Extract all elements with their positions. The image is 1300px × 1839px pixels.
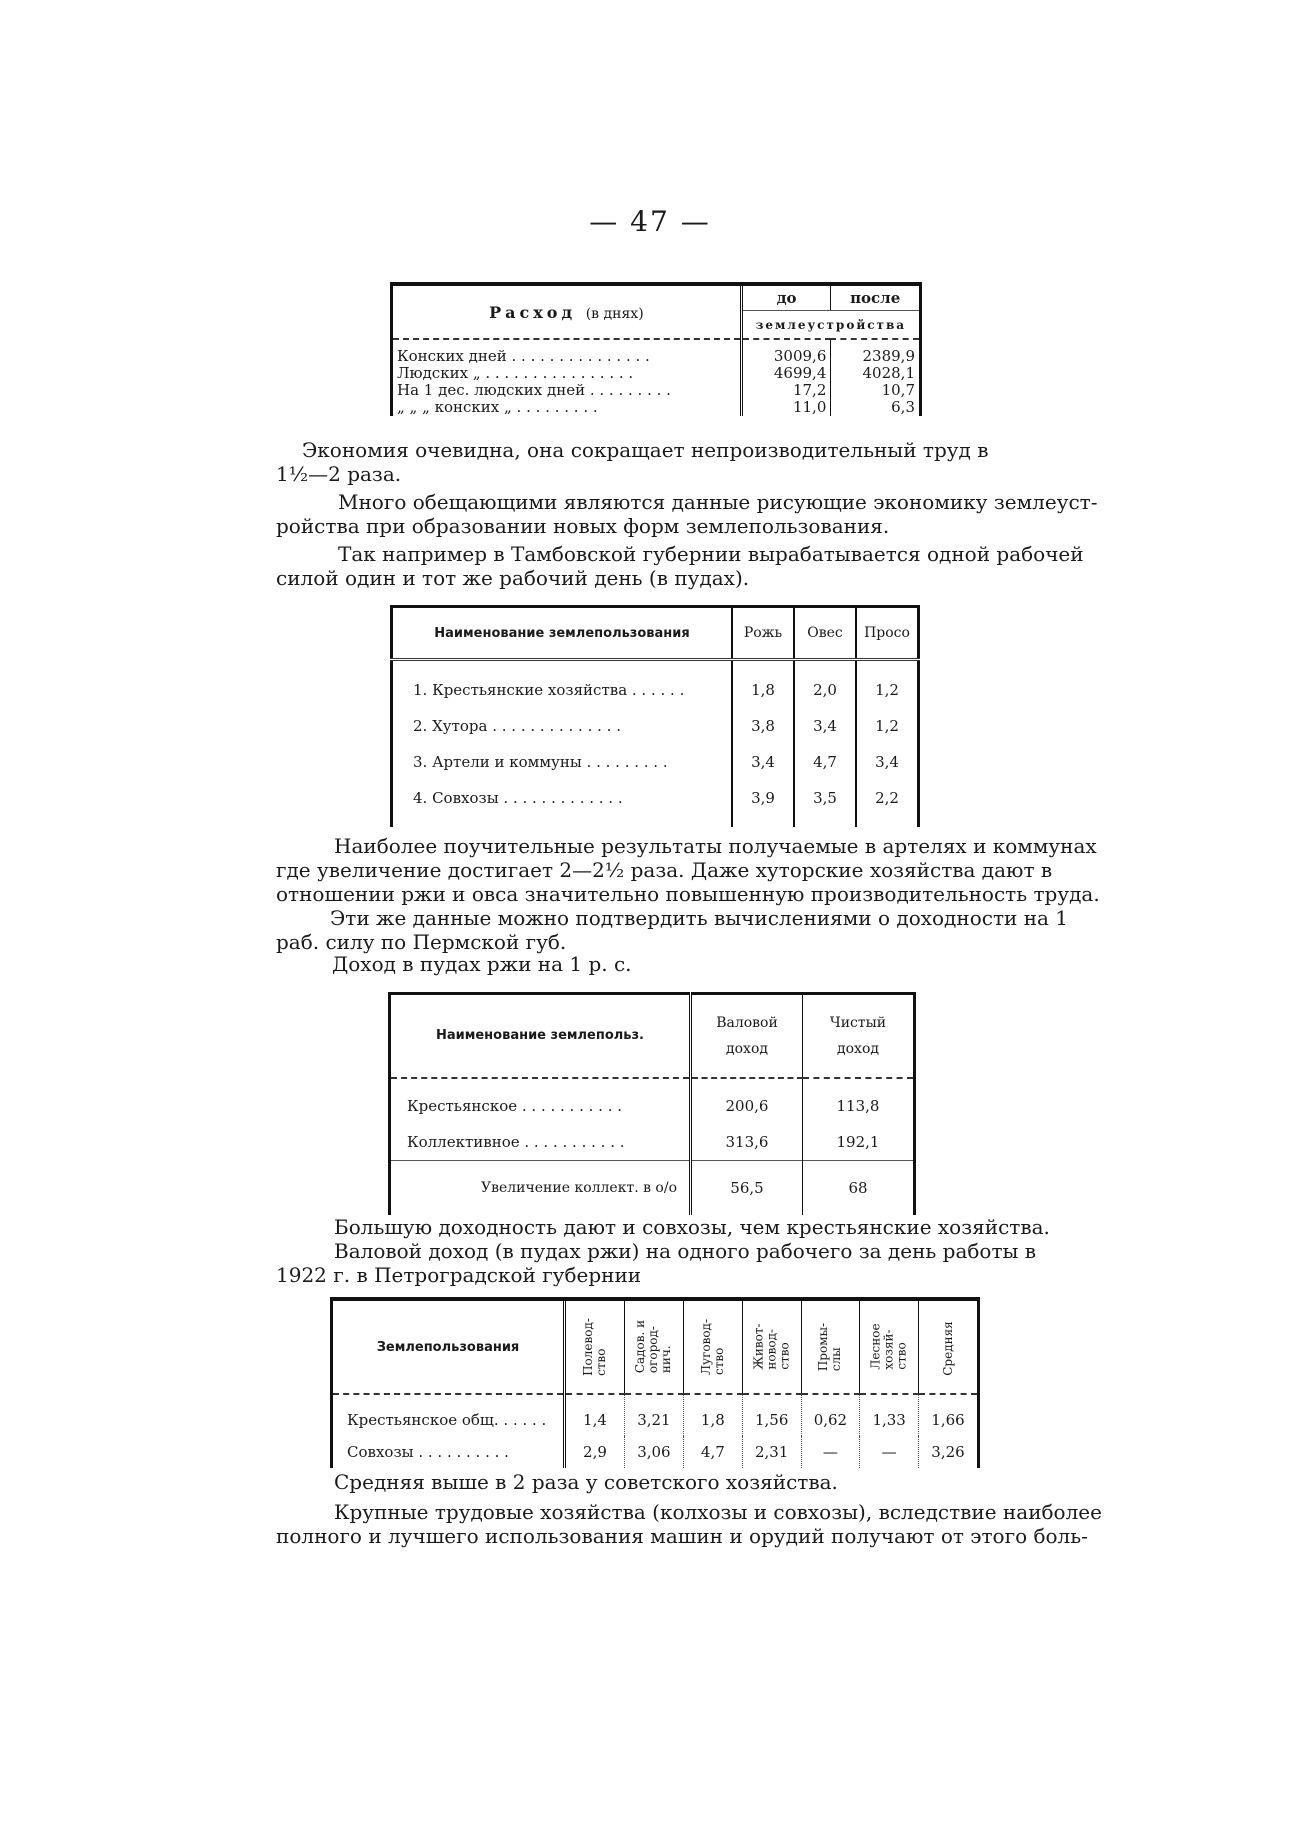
col-field-farming: Полевод- ство [564,1299,624,1394]
paragraph-results: Наиболее поучительные результаты получаемые в артелях и коммунах где увеличение достигает 2—2½ раза. Даже хуторские хозяйства дают в отношении ржи и овса значительно повышенную производительность труда. Эти же данные можно подтвердить вычислениями о доходности на 1 раб. силу по Пермской губ. [276,834,1100,954]
col-span-land-management: землеустройства [741,311,920,340]
paragraph-tambov: Так например в Тамбовской губернии вырабатывается одной рабочей силой один и тот же рабочий день (в пудах). [276,542,1084,590]
col-oats: Овес [794,607,856,660]
labor-expense-table [390,282,922,416]
table-row: Людских „ . . . . . . . . . . . . . . . . 4699,4 4028,1 [392,365,921,382]
table-row: Коллективное . . . . . . . . . . . 313,6 192,1 [390,1124,915,1161]
col-average: Средняя [919,1299,979,1394]
table-row: 1. Крестьянские хозяйства . . . . . . 1,8 2,0 1,2 [392,660,919,709]
col-millet: Просо [856,607,919,660]
col-gardening: Садов. и огород- нич. [624,1299,683,1394]
table-row: „ „ „ конских „ . . . . . . . . . 11,0 6,3 [392,399,921,416]
paragraph-large-farms: Крупные трудовые хозяйства (колхозы и совхозы), вследствие наиболее полного и лучшего использования машин и орудий получают от этого боль- [276,1500,1102,1548]
col-meadow-farming: Луговод- ство [683,1299,742,1394]
paragraph-economy: Экономия очевидна, она сокращает непроизводительный труд в 1½—2 раза. [276,438,989,486]
table-row: Конских дней . . . . . . . . . . . . . . . 3009,6 2389,9 [392,339,921,365]
paragraph-average: Средняя выше в 2 раза у советского хозяйства. [334,1470,838,1494]
col-land-use-name: Землепользования [332,1299,565,1394]
col-livestock: Живот- новод- ство [742,1299,801,1394]
tambov-output-table [390,605,920,827]
col-gross-income: Валовой доход [691,994,803,1079]
col-before: до [741,284,831,311]
page-number: — 47 — [589,205,711,238]
table-row: Крестьянское общ. . . . . . 1,4 3,21 1,8 1,56 0,62 1,33 1,66 [332,1394,979,1436]
table-row: Совхозы . . . . . . . . . . 2,9 3,06 4,7 2,31 — — 3,26 [332,1436,979,1468]
col-forestry: Лесное хозяй- ство [860,1299,919,1394]
table-row-total: Увеличение коллект. в о/о 56,5 68 [390,1161,915,1216]
table-row: 2. Хутора . . . . . . . . . . . . . . 3,8 3,4 1,2 [392,708,919,744]
table-row: На 1 дес. людских дней . . . . . . . . . 17,2 10,7 [392,382,921,399]
col-land-use-name: Наименование землепользования [392,607,733,660]
table-row: 4. Совхозы . . . . . . . . . . . . . 3,9 3,5 2,2 [392,780,919,827]
col-crafts: Промы- слы [801,1299,860,1394]
perm-income-table [388,992,916,1215]
paragraph-promising-data: Много обещающими являются данные рисующие экономику землеуст- ройства при образовании новых форм землепользования. [276,490,1098,538]
table-row: 3. Артели и коммуны . . . . . . . . . 3,4 4,7 3,4 [392,744,919,780]
col-net-income: Чистый доход [803,994,915,1079]
table-row: Крестьянское . . . . . . . . . . . 200,6 113,8 [390,1078,915,1124]
col-after: после [831,284,921,311]
table-header-expense: Расход (в днях) [392,284,742,339]
paragraph-income-caption: Доход в пудах ржи на 1 р. с. [332,952,632,976]
paragraph-sovkhoz-income: Большую доходность дают и совхозы, чем крестьянские хозяйства. Валовой доход (в пудах ржи) на одного рабочего за день работы в 1922 г. в Петроградской губернии [276,1215,1050,1287]
petrograd-gross-income-table [330,1297,980,1468]
col-rye: Рожь [732,607,794,660]
col-land-use-name: Наименование землепольз. [390,994,691,1079]
